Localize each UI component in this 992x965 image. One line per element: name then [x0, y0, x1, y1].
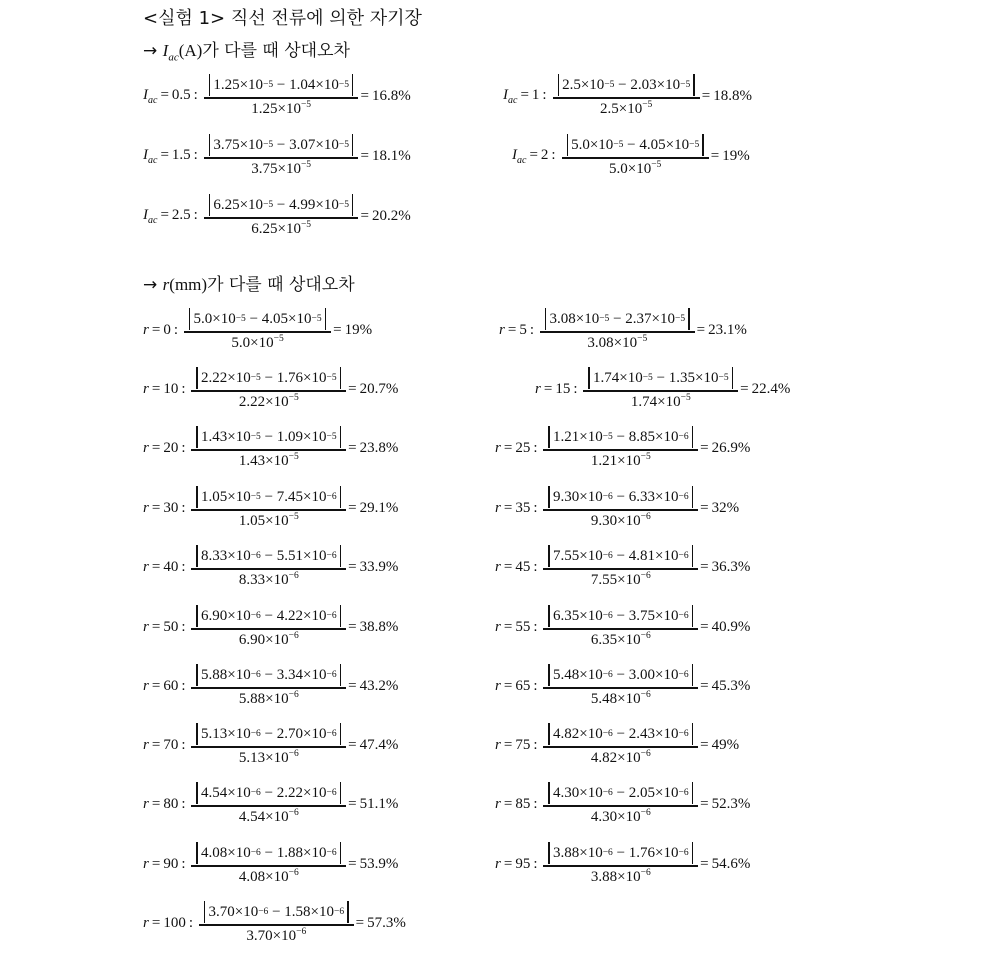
equation-label: r = 55 : [495, 618, 538, 635]
equation-r [495, 603, 750, 651]
equation-result: = 23.8% [348, 439, 399, 456]
abs-bar [196, 723, 198, 745]
abs-bar [548, 782, 550, 804]
fraction [191, 545, 346, 588]
abs-bar [692, 842, 694, 864]
equation-r [495, 840, 750, 888]
equation-r [143, 899, 406, 947]
equation-iac [503, 72, 752, 120]
numerator: 6.35 ×10 −6 − 3.75 ×10 −6 [543, 605, 698, 628]
denominator: $4.30\times 10^{-6}$ [590, 807, 651, 825]
numerator: 4.08 ×10 −6 − 1.88 ×10 −6 [191, 842, 346, 865]
equation-r [495, 721, 739, 769]
fraction [543, 723, 698, 766]
abs-bar [196, 545, 198, 567]
equation-result: = 19% [710, 147, 750, 164]
numerator: 1.43 ×10 −5 − 1.09 ×10 −5 [191, 426, 346, 449]
denominator: $3.88\times 10^{-6}$ [590, 867, 651, 885]
fraction [191, 782, 346, 825]
numerator: 1.21 ×10 −5 − 8.85 ×10 −6 [543, 426, 698, 449]
equation-iac [512, 132, 750, 180]
equation-r [143, 603, 398, 651]
abs-bar [692, 782, 694, 804]
equation-label: $I_{ac} = 0.5$ : [143, 86, 198, 106]
abs-bar [196, 842, 198, 864]
fraction [543, 545, 698, 588]
abs-bar [548, 605, 550, 627]
equation-label: r = 35 : [495, 499, 538, 516]
numerator: 4.82 ×10 −6 − 2.43 ×10 −6 [543, 723, 698, 746]
fraction [583, 367, 738, 410]
abs-bar [692, 426, 694, 448]
section-heading-iac [143, 40, 350, 68]
numerator: 2.5 ×10 −5 − 2.03 ×10 −5 [553, 74, 700, 97]
fraction [204, 134, 359, 177]
equation-result: = 29.1% [348, 499, 399, 516]
fraction [562, 134, 709, 177]
equation-iac [143, 192, 411, 240]
equation-label: r = 85 : [495, 795, 538, 812]
equation-label: r = 100 : [143, 914, 193, 931]
abs-bar [347, 901, 349, 923]
abs-bar [340, 664, 342, 686]
numerator: 1.74 ×10 −5 − 1.35 ×10 −5 [583, 367, 738, 390]
abs-bar [204, 901, 206, 923]
equation-result: = 19% [333, 321, 373, 338]
fraction [191, 664, 346, 707]
abs-bar [692, 545, 694, 567]
equation-r [143, 840, 398, 888]
denominator: $1.25\times 10^{-5}$ [251, 99, 312, 117]
equation-label: $I_{ac} = 1.5$ : [143, 146, 198, 166]
abs-bar [558, 74, 560, 96]
denominator: $3.70\times 10^{-6}$ [246, 926, 307, 944]
fraction [204, 74, 359, 117]
denominator: $4.82\times 10^{-6}$ [590, 748, 651, 766]
numerator: 3.70 ×10 −6 − 1.58 ×10 −6 [199, 901, 354, 924]
equation-iac [143, 132, 411, 180]
heading-suffix: 가 다를 때 상대오차 [207, 275, 355, 295]
equation-label: r = 60 : [143, 677, 186, 694]
equation-result: = 53.9% [348, 855, 399, 872]
equation-r [143, 424, 398, 472]
equation-r [143, 484, 398, 532]
numerator: 5.0 ×10 −5 − 4.05 ×10 −5 [184, 308, 331, 331]
fraction [191, 842, 346, 885]
equation-result: = 18.1% [360, 147, 411, 164]
numerator: 3.75 ×10 −5 − 3.07 ×10 −5 [204, 134, 359, 157]
arrow-icon: → [143, 275, 158, 295]
abs-bar [340, 545, 342, 567]
numerator: 5.48 ×10 −6 − 3.00 ×10 −6 [543, 664, 698, 687]
abs-bar [196, 605, 198, 627]
denominator: $5.0\times 10^{-5}$ [608, 159, 662, 177]
equation-label: r = 5 : [499, 321, 534, 338]
abs-bar [196, 426, 198, 448]
denominator: $2.22\times 10^{-5}$ [238, 392, 299, 410]
fraction [543, 664, 698, 707]
equation-label: r = 80 : [143, 795, 186, 812]
variable-iac: $I_{ac}$ [162, 41, 179, 64]
equation-result: = 47.4% [348, 736, 399, 753]
variable-unit: (A) [178, 41, 203, 60]
equation-result: = 32% [700, 499, 740, 516]
equation-label: r = 70 : [143, 736, 186, 753]
arrow-icon: → [143, 41, 158, 61]
abs-bar [340, 426, 342, 448]
abs-bar [352, 194, 354, 216]
equation-label: r = 0 : [143, 321, 178, 338]
fraction [191, 723, 346, 766]
equation-result: = 52.3% [700, 795, 751, 812]
equation-result: = 20.7% [348, 380, 399, 397]
numerator: 5.88 ×10 −6 − 3.34 ×10 −6 [191, 664, 346, 687]
equation-r [143, 543, 398, 591]
numerator: 9.30 ×10 −6 − 6.33 ×10 −6 [543, 486, 698, 509]
heading-suffix: 가 다를 때 상대오차 [202, 41, 350, 61]
page-title: <실험 1> 직선 전류에 의한 자기장 [143, 8, 422, 29]
abs-bar [702, 134, 704, 156]
equation-result: = 33.9% [348, 558, 399, 575]
equation-r [535, 365, 790, 413]
equation-r [143, 365, 398, 413]
equation-label: r = 25 : [495, 439, 538, 456]
abs-bar [588, 367, 590, 389]
equation-r [143, 662, 398, 710]
equation-r [495, 780, 750, 828]
equation-r [143, 780, 398, 828]
numerator: 1.25 ×10 −5 − 1.04 ×10 −5 [204, 74, 359, 97]
denominator: $7.55\times 10^{-6}$ [590, 570, 651, 588]
fraction [204, 194, 359, 237]
abs-bar [340, 842, 342, 864]
denominator: $6.25\times 10^{-5}$ [251, 219, 312, 237]
equation-label: r = 95 : [495, 855, 538, 872]
abs-bar [567, 134, 569, 156]
fraction [543, 426, 698, 469]
denominator: $3.75\times 10^{-5}$ [251, 159, 312, 177]
numerator: 5.0 ×10 −5 − 4.05 ×10 −5 [562, 134, 709, 157]
denominator: $1.05\times 10^{-5}$ [238, 511, 299, 529]
denominator: $9.30\times 10^{-6}$ [590, 511, 651, 529]
fraction [540, 308, 695, 351]
abs-bar [325, 308, 327, 330]
abs-bar [352, 74, 354, 96]
equation-result: = 26.9% [700, 439, 751, 456]
abs-bar [692, 605, 694, 627]
abs-bar [352, 134, 354, 156]
equation-r [143, 721, 398, 769]
numerator: 6.25 ×10 −5 − 4.99 ×10 −5 [204, 194, 359, 217]
abs-bar [548, 723, 550, 745]
abs-bar [209, 194, 211, 216]
denominator: $8.33\times 10^{-6}$ [238, 570, 299, 588]
equation-r [143, 306, 372, 354]
abs-bar [340, 367, 342, 389]
equation-result: = 36.3% [700, 558, 751, 575]
denominator: $6.90\times 10^{-6}$ [238, 630, 299, 648]
fraction [191, 605, 346, 648]
denominator: $5.0\times 10^{-5}$ [231, 333, 284, 351]
numerator: 5.13 ×10 −6 − 2.70 ×10 −6 [191, 723, 346, 746]
numerator: 1.05 ×10 −5 − 7.45 ×10 −6 [191, 486, 346, 509]
denominator: $1.21\times 10^{-5}$ [590, 451, 651, 469]
equation-result: = 51.1% [348, 795, 399, 812]
abs-bar [196, 664, 198, 686]
fraction [543, 486, 698, 529]
fraction [191, 426, 346, 469]
equation-result: = 40.9% [700, 618, 751, 635]
abs-bar [196, 367, 198, 389]
abs-bar [196, 782, 198, 804]
equation-result: = 20.2% [360, 207, 411, 224]
equation-label: r = 20 : [143, 439, 186, 456]
equation-result: = 54.6% [700, 855, 751, 872]
numerator: 4.30 ×10 −6 − 2.05 ×10 −6 [543, 782, 698, 805]
equation-label: r = 30 : [143, 499, 186, 516]
fraction [184, 308, 331, 351]
abs-bar [340, 605, 342, 627]
abs-bar [548, 664, 550, 686]
equation-label: r = 75 : [495, 736, 538, 753]
fraction [543, 605, 698, 648]
denominator: $3.08\times 10^{-5}$ [587, 333, 648, 351]
abs-bar [692, 664, 694, 686]
abs-bar [688, 308, 690, 330]
fraction [199, 901, 354, 944]
abs-bar [548, 545, 550, 567]
abs-bar [340, 486, 342, 508]
numerator: 6.90 ×10 −6 − 4.22 ×10 −6 [191, 605, 346, 628]
equation-label: $I_{ac} = 2.5$ : [143, 206, 198, 226]
abs-bar [209, 134, 211, 156]
equation-result: = 23.1% [696, 321, 747, 338]
abs-bar [196, 486, 198, 508]
equation-label: $I_{ac} = 2$ : [512, 146, 556, 166]
equation-result: = 18.8% [701, 87, 752, 104]
equation-label: r = 65 : [495, 677, 538, 694]
equation-label: $I_{ac} = 1$ : [503, 86, 547, 106]
equation-label: r = 15 : [535, 380, 578, 397]
denominator: $1.43\times 10^{-5}$ [238, 451, 299, 469]
abs-bar [340, 723, 342, 745]
fraction [543, 842, 698, 885]
abs-bar [209, 74, 211, 96]
denominator: $4.54\times 10^{-6}$ [238, 807, 299, 825]
equation-label: r = 10 : [143, 380, 186, 397]
denominator: $1.74\times 10^{-5}$ [630, 392, 691, 410]
equation-r [495, 424, 750, 472]
fraction [553, 74, 700, 117]
abs-bar [340, 782, 342, 804]
equation-r [499, 306, 747, 354]
abs-bar [548, 486, 550, 508]
equation-label: r = 40 : [143, 558, 186, 575]
fraction [191, 367, 346, 410]
equation-r [495, 543, 750, 591]
abs-bar [692, 486, 694, 508]
abs-bar [692, 723, 694, 745]
equation-result: = 22.4% [740, 380, 791, 397]
denominator: $5.88\times 10^{-6}$ [238, 689, 299, 707]
abs-bar [548, 842, 550, 864]
equation-r [495, 484, 739, 532]
numerator: 4.54 ×10 −6 − 2.22 ×10 −6 [191, 782, 346, 805]
equation-result: = 43.2% [348, 677, 399, 694]
denominator: $2.5\times 10^{-5}$ [599, 99, 653, 117]
abs-bar [189, 308, 191, 330]
variable-unit: (mm) [169, 275, 208, 294]
numerator: 7.55 ×10 −6 − 4.81 ×10 −6 [543, 545, 698, 568]
numerator: 3.88 ×10 −6 − 1.76 ×10 −6 [543, 842, 698, 865]
equation-label: r = 50 : [143, 618, 186, 635]
equation-result: = 49% [700, 736, 740, 753]
fraction [191, 486, 346, 529]
numerator: 2.22 ×10 −5 − 1.76 ×10 −5 [191, 367, 346, 390]
equation-result: = 57.3% [355, 914, 406, 931]
equation-r [495, 662, 750, 710]
section-heading-r [143, 274, 355, 296]
denominator: $5.48\times 10^{-6}$ [590, 689, 651, 707]
abs-bar [548, 426, 550, 448]
denominator: $6.35\times 10^{-6}$ [590, 630, 651, 648]
denominator: $5.13\times 10^{-6}$ [238, 748, 299, 766]
abs-bar [732, 367, 734, 389]
denominator: $4.08\times 10^{-6}$ [238, 867, 299, 885]
equation-result: = 38.8% [348, 618, 399, 635]
equation-result: = 45.3% [700, 677, 751, 694]
abs-bar [545, 308, 547, 330]
abs-bar [693, 74, 695, 96]
numerator: 3.08 ×10 −5 − 2.37 ×10 −5 [540, 308, 695, 331]
numerator: 8.33 ×10 −6 − 5.51 ×10 −6 [191, 545, 346, 568]
equation-label: r = 90 : [143, 855, 186, 872]
variable-r: r [162, 275, 170, 294]
fraction [543, 782, 698, 825]
equation-label: r = 45 : [495, 558, 538, 575]
equation-result: = 16.8% [360, 87, 411, 104]
equation-iac [143, 72, 411, 120]
